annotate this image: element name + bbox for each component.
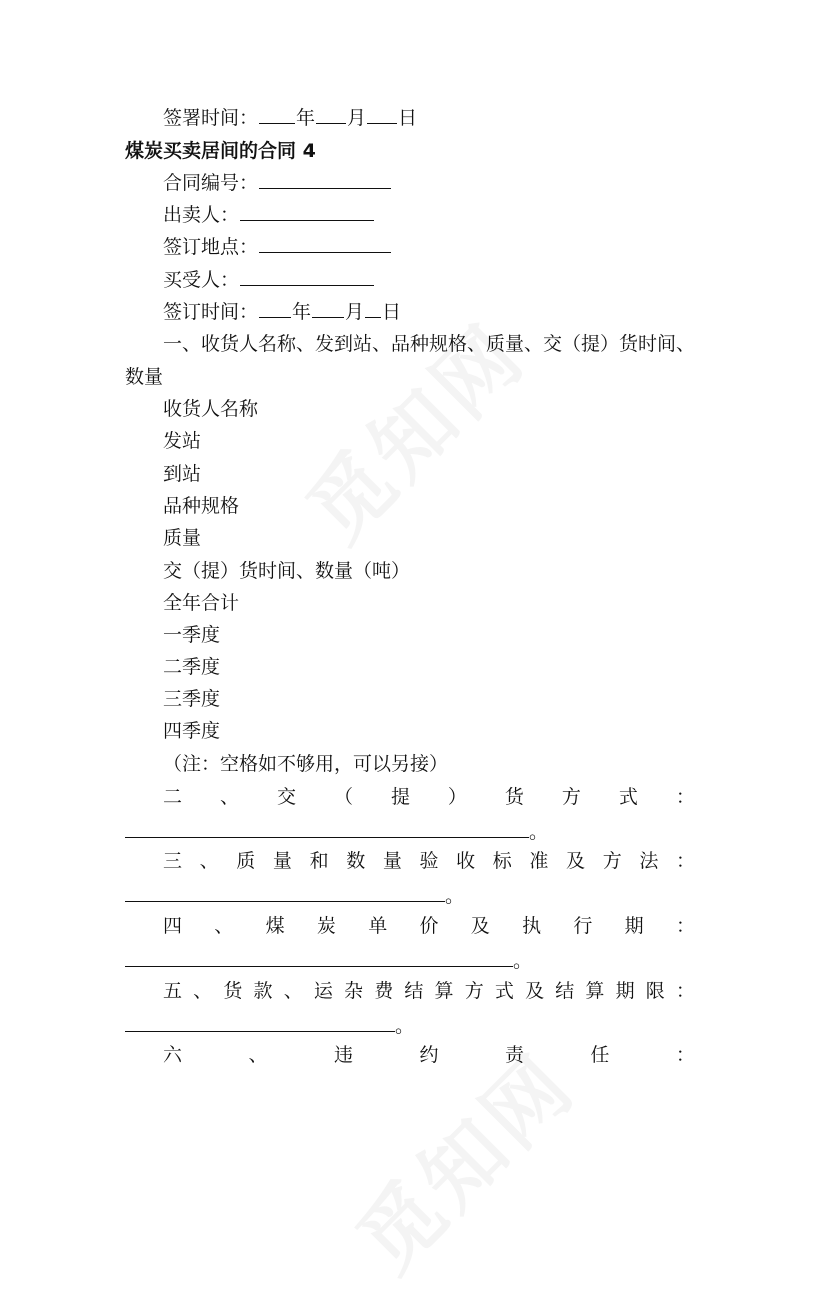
month-label: 月: [345, 301, 365, 323]
section2-heading: [163, 784, 695, 810]
seller-field: [0, 202, 830, 228]
section-char: 算: [585, 980, 605, 1002]
section-char: ）: [447, 786, 467, 808]
section-char: 款: [253, 980, 273, 1002]
section3-heading: [163, 848, 695, 874]
period: 。: [445, 885, 465, 907]
item-q2: 二季度: [163, 656, 221, 678]
section3-fill: [125, 883, 464, 909]
section-char: 质: [236, 850, 256, 872]
item-q3: 三季度: [163, 688, 221, 710]
section-char: 标: [492, 850, 512, 872]
period: 。: [513, 950, 533, 972]
section-char: 炭: [316, 915, 336, 937]
section-char: 准: [529, 850, 549, 872]
section-char: 、: [248, 1044, 268, 1066]
item-delivery-time: 交（提）货时间、数量（吨）: [163, 560, 411, 582]
section5-fill: [125, 1013, 414, 1039]
section-char: 煤: [265, 915, 285, 937]
section-char: 六: [163, 1044, 183, 1066]
section-char: 、: [283, 980, 303, 1002]
section-char: 算: [434, 980, 454, 1002]
year-label: 年: [296, 107, 316, 129]
section-char: 、: [193, 980, 213, 1002]
section-char: 收: [456, 850, 476, 872]
section-char: 行: [573, 915, 593, 937]
section-char: 货: [504, 786, 524, 808]
section-char: 方: [602, 850, 622, 872]
signing-time-prev-label: 签署时间：: [163, 107, 259, 129]
signing-time-prev-line: [0, 105, 830, 131]
section-char: 杂: [344, 980, 364, 1002]
signing-time-label: 签订时间：: [163, 301, 259, 323]
section6-heading: [163, 1042, 695, 1068]
section-char: 货: [223, 980, 243, 1002]
section-char: 式: [618, 786, 638, 808]
section4-fill: [125, 948, 532, 974]
section-char: ：: [675, 1044, 695, 1066]
section-char: 及: [525, 980, 545, 1002]
section-char: 法: [639, 850, 659, 872]
item-consignee: 收货人名称: [163, 398, 259, 420]
section4-heading: [163, 913, 695, 939]
buyer-field: [0, 267, 830, 293]
section-char: 交: [276, 786, 296, 808]
section2-fill: [125, 819, 548, 845]
section-char: 结: [404, 980, 424, 1002]
field-label: 出卖人：: [163, 204, 240, 226]
contract-title: 煤炭买卖居间的合同 4: [125, 140, 316, 162]
section-char: 量: [272, 850, 292, 872]
section-char: 验: [419, 850, 439, 872]
section-char: 及: [566, 850, 586, 872]
section-char: 量: [382, 850, 402, 872]
section-char: 和: [309, 850, 329, 872]
section-char: 费: [374, 980, 394, 1002]
section-char: 提: [390, 786, 410, 808]
section5-heading: [163, 978, 695, 1004]
item-departure: 发站: [163, 430, 202, 452]
section-char: 期: [624, 915, 644, 937]
item-arrival: 到站: [163, 463, 202, 485]
section-char: 执: [522, 915, 542, 937]
section-char: 限: [645, 980, 665, 1002]
signing-time-line: [0, 299, 830, 325]
item-spec: 品种规格: [163, 495, 240, 517]
section-char: 方: [464, 980, 484, 1002]
section1-line2: 数量: [125, 366, 164, 388]
section-char: 价: [419, 915, 439, 937]
contract-number-field: [0, 170, 830, 196]
section-char: 式: [494, 980, 514, 1002]
section-char: 、: [214, 915, 234, 937]
year-label: 年: [292, 301, 312, 323]
section-char: 及: [470, 915, 490, 937]
section-char: 结: [555, 980, 575, 1002]
section-char: ：: [675, 850, 695, 872]
section-char: 单: [368, 915, 388, 937]
section-char: 四: [163, 915, 183, 937]
section-char: ：: [675, 915, 695, 937]
section-char: 三: [163, 850, 183, 872]
section-char: 约: [419, 1044, 439, 1066]
section-char: 五: [163, 980, 183, 1002]
section-char: 、: [219, 786, 239, 808]
item-q4: 四季度: [163, 720, 221, 742]
day-label: 日: [398, 107, 418, 129]
item-year-total: 全年合计: [163, 592, 240, 614]
period: 。: [529, 821, 549, 843]
day-label: 日: [382, 301, 402, 323]
section-char: （: [333, 786, 353, 808]
section-char: 运: [313, 980, 333, 1002]
section-char: 数: [346, 850, 366, 872]
section-char: 二: [163, 786, 183, 808]
field-label: 买受人：: [163, 269, 240, 291]
month-label: 月: [347, 107, 367, 129]
field-label: 合同编号：: [163, 172, 259, 194]
section-char: 、: [199, 850, 219, 872]
section-char: 违: [333, 1044, 353, 1066]
period: 。: [395, 1015, 415, 1037]
signing-place-field: [0, 234, 830, 260]
section-char: 期: [615, 980, 635, 1002]
note: （注：空格如不够用，可以另接）: [163, 753, 449, 775]
section-char: 任: [590, 1044, 610, 1066]
item-quality: 质量: [163, 527, 202, 549]
section-char: 责: [504, 1044, 524, 1066]
section-char: ：: [675, 786, 695, 808]
section1-line1: 一、收货人名称、发到站、品种规格、质量、交（提）货时间、: [163, 333, 696, 355]
section-char: 方: [561, 786, 581, 808]
field-label: 签订地点：: [163, 236, 259, 258]
section-char: ：: [675, 980, 695, 1002]
item-q1: 一季度: [163, 624, 221, 646]
